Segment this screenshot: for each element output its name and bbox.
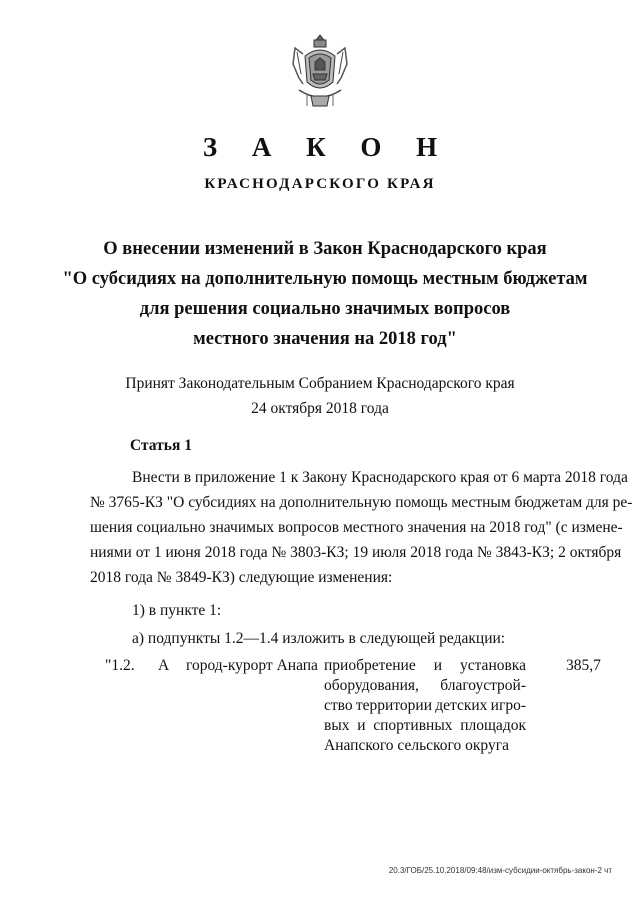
law-subtitle: КРАСНОДАРСКОГО КРАЯ — [204, 176, 436, 192]
article-heading: Статья 1 — [130, 437, 192, 454]
document-title-line: "О субсидиях на дополнительную помощь местным бюджетам — [62, 269, 588, 289]
document-footer-code: 20.3/ГОБ/25.10.2018/09:48/изм-субсидии-октябрь-закон-2 чт — [388, 866, 612, 875]
item-1: 1) в пункте 1: — [132, 602, 222, 619]
coat-of-arms-emblem — [289, 34, 351, 110]
paragraph-line: № 3765-КЗ "О субсидиях на дополнительную помощь местным бюджетам для ре- — [90, 494, 633, 511]
description-line: Анапского сельского округа — [324, 737, 509, 754]
document-title — [60, 234, 590, 354]
paragraph-line: шения социально значимых вопросов местного значения на 2018 год" (с измене- — [90, 519, 623, 536]
description-line: ство территории детских игро- — [324, 697, 526, 714]
adoption-body: Принят Законодательным Собранием Краснодарского края — [125, 375, 515, 392]
article-paragraph — [90, 465, 633, 590]
law-title: З А К О Н — [202, 132, 452, 162]
adoption-info — [0, 371, 640, 421]
description-line: вых и спортивных площадок — [324, 717, 526, 734]
row-place: город-курорт Анапа — [186, 657, 318, 674]
row-description — [324, 656, 526, 756]
paragraph-line: Внести в приложение 1 к Закону Краснодарского края от 6 марта 2018 года — [132, 469, 628, 486]
row-letter: А — [158, 657, 170, 674]
description-line: приобретение и установка — [324, 657, 526, 674]
paragraph-line: ниями от 1 июня 2018 года № 3803-КЗ; 19 июля 2018 года № 3843-КЗ; 2 октября — [90, 544, 622, 561]
document-title-line: О внесении изменений в Закон Краснодарского края — [103, 239, 547, 259]
document-title-line: для решения социально значимых вопросов — [139, 299, 511, 319]
document-title-line: местного значения на 2018 год" — [193, 329, 457, 349]
row-number: "1.2. — [105, 657, 135, 674]
item-a: а) подпункты 1.2—1.4 изложить в следующей редакции: — [132, 630, 506, 647]
description-line: оборудования, благоустрой- — [324, 677, 526, 694]
adoption-date: 24 октября 2018 года — [251, 400, 389, 417]
paragraph-line: 2018 года № 3849-КЗ) следующие изменения: — [90, 569, 393, 586]
row-amount: 385,7 — [566, 657, 601, 674]
